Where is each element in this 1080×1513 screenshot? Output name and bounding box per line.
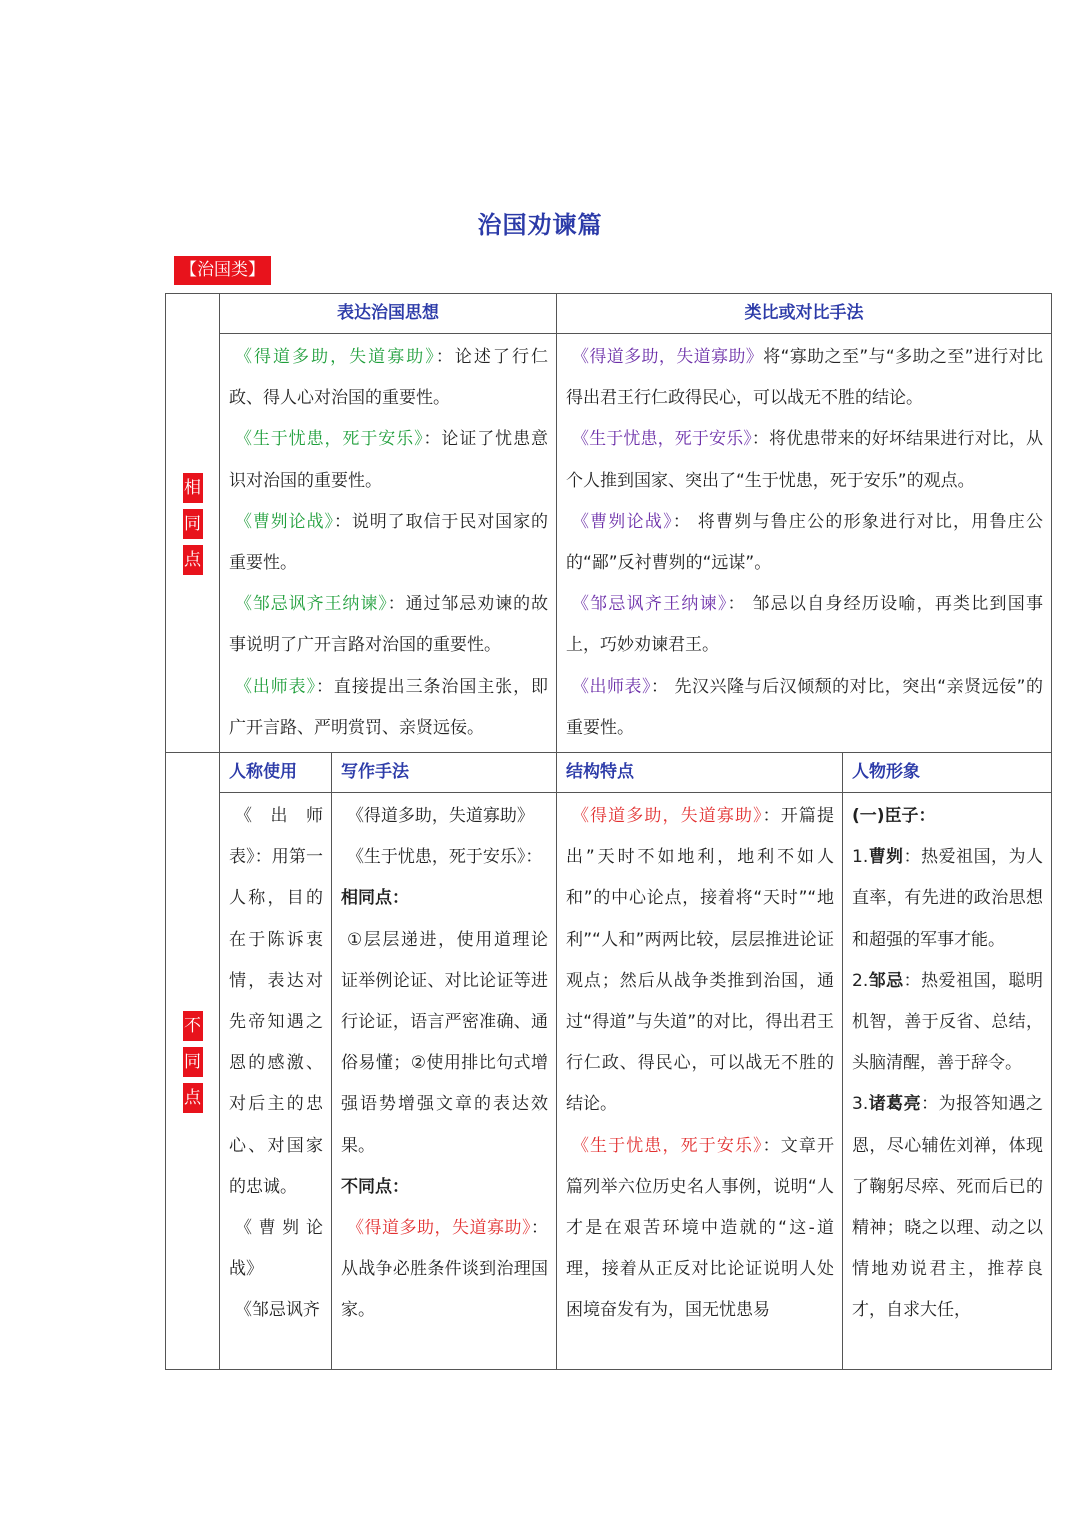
character-cell — [843, 793, 1052, 1370]
governance-item: 《生于忧患，死于安乐》：论证了忧患意识对治国的重要性。 — [229, 429, 549, 491]
same-points-label-cell — [166, 294, 220, 753]
writing-same-label: 相同点： — [341, 888, 409, 909]
header-writing: 写作手法 — [332, 753, 557, 793]
structure-item: 《得道多助，失道寡助》：开篇提出”天时不如地利，地利不如人和”的中心论点，接着将“天时”“地利”“人和”两两比较，层层推进论证观点；然后从战争类推到治国，通过“得道”与失道”的对比，得出君王行仁政、得民心，可以战无不胜的结论。 — [566, 806, 835, 1115]
person-text: 《出师表》：用第一人称，目的在于陈诉衷情，表达对先帝知遇之恩的感激、对后主的忠心、对国家的忠诚。 — [229, 806, 323, 1197]
character-heading: (一)臣子： — [852, 806, 936, 827]
writing-diff-text: 《得道多助，失道寡助》：从战争必胜条件谈到治理国家。 — [341, 1218, 548, 1321]
writing-same-text: ①层层递进，使用道理论证举例论证、对比论证等进行论证，语言严密准确、通俗易懂；②使用排比句式增强语势增强文章的表达效果。 — [341, 929, 548, 1156]
governance-thought-cell — [220, 334, 557, 753]
person-cell — [220, 793, 332, 1370]
category-tag: 【治国类】 — [174, 256, 271, 285]
governance-item: 《出师表》：直接提出三条治国主张，即广开言路、严明赏罚、亲贤远佞。 — [229, 676, 549, 738]
contrast-item: 《邹忌讽齐王纳谏》： 邹忌以自身经历设喻，再类比到国事上，巧妙劝谏君王。 — [566, 594, 1044, 656]
character-item: 2.邹忌：热爱祖国，聪明机智，善于反省、总结，头脑清醒，善于辞令。 — [852, 970, 1044, 1074]
writing-cell — [332, 793, 557, 1370]
contrast-item: 《曹刿论战》： 将曹刿与鲁庄公的形象进行对比，用鲁庄公的“鄙”反衬曹刿的“远谋”。 — [566, 511, 1043, 574]
analogy-contrast-cell — [557, 334, 1052, 753]
diff-points-label: 不 同 点 — [183, 1005, 203, 1118]
header-character: 人物形象 — [843, 753, 1052, 793]
comparison-table — [165, 293, 1052, 1370]
header-governance-thought: 表达治国思想 — [220, 294, 557, 334]
structure-item: 《生于忧患，死于安乐》：文章开篇列举六位历史名人事例，说明“人才是在艰苦环境中造就的“这-道理，接着从正反对比论证说明人处困境奋发有为，国无忧患易 — [566, 1135, 835, 1321]
writing-line-1: 《得道多助，失道寡助》 — [346, 806, 534, 827]
writing-line-2: 《生于忧患，死于安乐》： — [346, 847, 543, 868]
person-next-1: 《曹刿论战》 — [229, 1218, 323, 1280]
character-item: 3.诸葛亮：为报答知遇之恩，尽心辅佐刘禅，体现了鞠躬尽瘁、死而后已的精神；晓之以理、动之以情地劝说君主，推荐良才，自求大任， — [852, 1094, 1043, 1321]
header-person: 人称使用 — [220, 753, 332, 793]
header-analogy-contrast: 类比或对比手法 — [557, 294, 1052, 334]
writing-diff-label: 不同点： — [341, 1176, 409, 1197]
governance-item: 《曹刿论战》：说明了取信于民对国家的重要性。 — [229, 511, 549, 574]
person-next-2: 《邹忌讽齐 — [234, 1300, 320, 1321]
structure-cell — [557, 793, 843, 1370]
same-points-label: 相 同 点 — [183, 467, 203, 580]
contrast-item: 《生于忧患，死于安乐》：将优患带来的好坏结果进行对比，从个人推到国家、突出了“生于忧患，死于安乐”的观点。 — [566, 429, 1044, 491]
header-structure: 结构特点 — [557, 753, 843, 793]
contrast-item: 《得道多助，失道寡助》将“寡助之至”与“多助之至”进行对比得出君王行仁政得民心，可以战无不胜的结论。 — [566, 347, 1044, 409]
character-item: 1.曹刿：热爱祖国，为人直率，有先进的政治思想和超强的军事才能。 — [852, 847, 1044, 950]
governance-item: 《得道多助，失道寡助》：论述了行仁政、得人心对治国的重要性。 — [229, 347, 549, 409]
diff-points-label-cell — [166, 753, 220, 1370]
contrast-item: 《出师表》： 先汉兴隆与后汉倾颓的对比，突出“亲贤远佞”的重要性。 — [566, 676, 1044, 738]
governance-item: 《邹忌讽齐王纳谏》：通过邹忌劝谏的故事说明了广开言路对治国的重要性。 — [229, 594, 549, 656]
page-title: 治国劝谏篇 — [477, 211, 603, 239]
